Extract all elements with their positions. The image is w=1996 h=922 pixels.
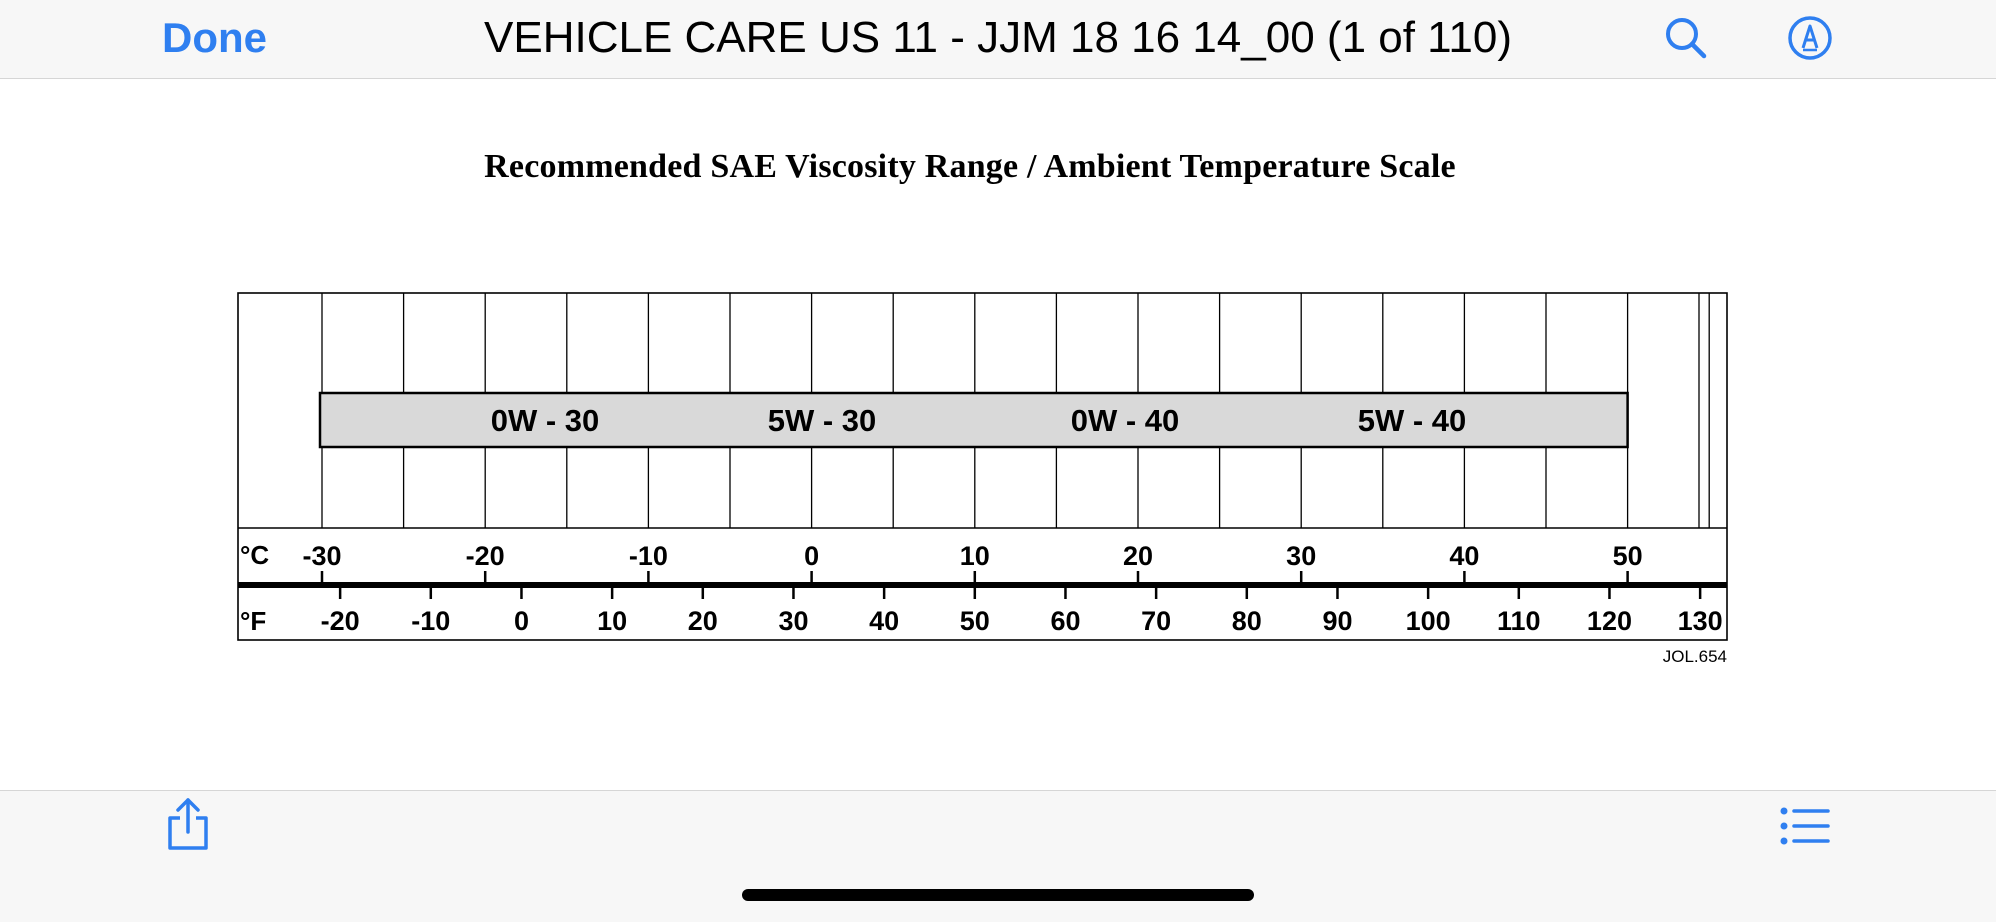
fahrenheit-tick-label: 110: [1497, 606, 1541, 636]
temperature-axes: [238, 540, 1727, 666]
done-button[interactable]: Done: [162, 14, 267, 61]
celsius-tick-label: 40: [1449, 541, 1480, 571]
fahrenheit-tick-label: 10: [597, 606, 628, 636]
viscosity-label: 0W - 30: [490, 403, 600, 438]
fahrenheit-tick-label: 100: [1405, 606, 1451, 636]
fahrenheit-tick-label: 70: [1141, 606, 1172, 636]
celsius-tick-label: 30: [1286, 541, 1317, 571]
celsius-unit-label: °C: [240, 540, 270, 570]
viscosity-label: 5W - 30: [767, 403, 877, 438]
fahrenheit-tick-label: -20: [320, 606, 360, 636]
fahrenheit-unit-label: °F: [240, 606, 267, 636]
fahrenheit-tick-label: 120: [1586, 606, 1632, 636]
share-icon[interactable]: [164, 796, 212, 852]
fahrenheit-tick-label: 50: [959, 606, 990, 636]
viscosity-label: 0W - 40: [1070, 403, 1180, 438]
fahrenheit-tick-label: 40: [869, 606, 900, 636]
document-title: VEHICLE CARE US 11 - JJM 18 16 14_00 (1 of 110): [484, 13, 1512, 62]
fahrenheit-tick-label: 60: [1050, 606, 1081, 636]
celsius-tick-label: 10: [959, 541, 990, 571]
celsius-tick-label: 0: [804, 541, 820, 571]
fahrenheit-tick-label: 0: [513, 606, 529, 636]
figure-reference: JOL.654: [1662, 647, 1727, 666]
fahrenheit-tick-label: 20: [687, 606, 718, 636]
celsius-tick-label: 50: [1612, 541, 1643, 571]
celsius-tick-label: -30: [302, 541, 342, 571]
celsius-tick-label: -10: [628, 541, 668, 571]
fahrenheit-tick-label: 90: [1322, 606, 1353, 636]
home-indicator: [742, 889, 1254, 901]
viscosity-label: 5W - 40: [1357, 403, 1467, 438]
fahrenheit-tick-label: 130: [1677, 606, 1723, 636]
bottom-toolbar: [0, 790, 1996, 922]
fahrenheit-tick-label: 30: [778, 606, 809, 636]
fahrenheit-tick-label: -10: [411, 606, 451, 636]
list-icon[interactable]: [1780, 806, 1830, 846]
viscosity-band: [320, 393, 1628, 447]
chart-title: Recommended SAE Viscosity Range / Ambient Temperature Scale: [484, 148, 1456, 185]
celsius-tick-label: 20: [1122, 541, 1154, 571]
celsius-tick-label: -20: [465, 541, 505, 571]
fahrenheit-tick-label: 80: [1231, 606, 1262, 636]
